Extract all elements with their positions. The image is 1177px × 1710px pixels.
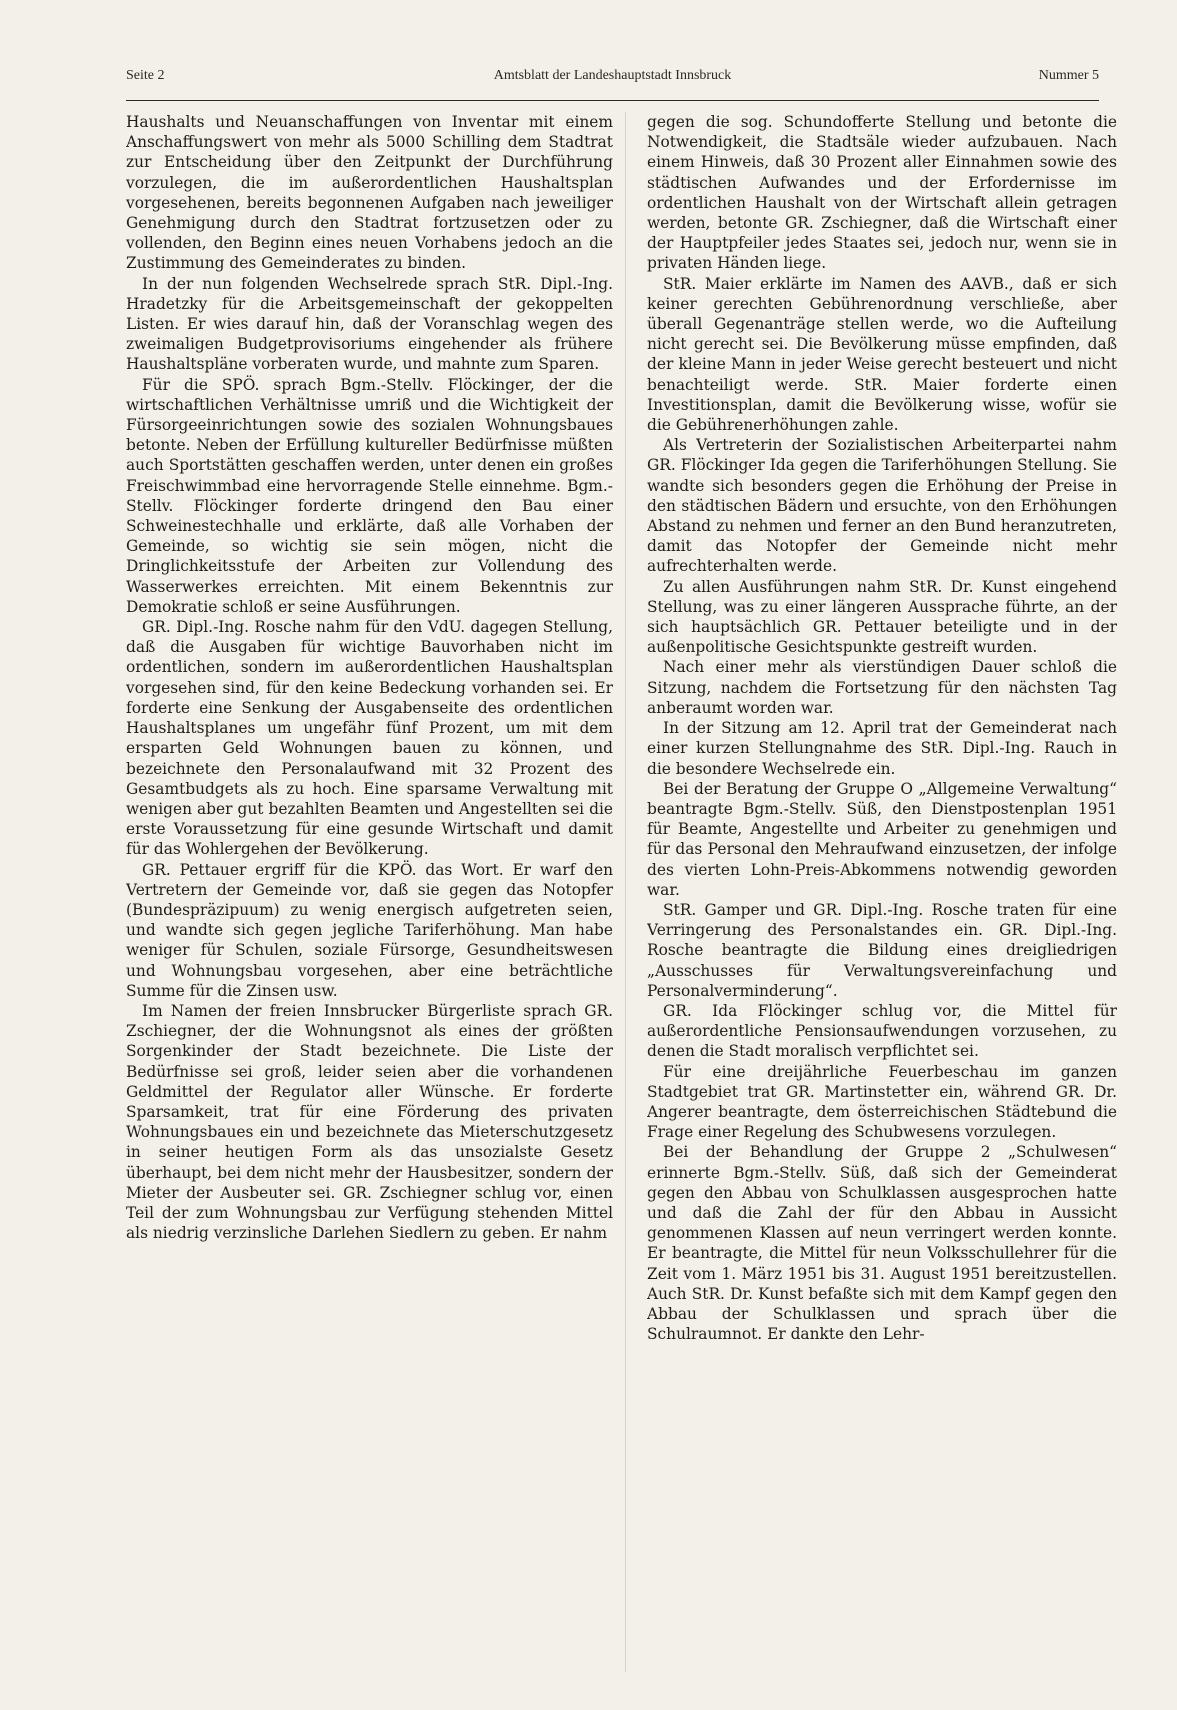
left-column — [126, 112, 613, 1672]
paragraph: In der nun folgenden Wechselrede sprach StR. Dipl.-Ing. Hradetzky für die Arbeitsgemeinschaft der gekoppelten Listen. Er wies darauf hin, daß der Voranschlag wegen des zweimaligen Budgetprovisoriums eingehender als frühere Haushaltspläne vorberaten wurde, und mahnte zum Sparen. — [126, 274, 613, 374]
page-number: Seite 2 — [126, 68, 165, 83]
paragraph: Als Vertreterin der Sozialistischen Arbeiterpartei nahm GR. Flöckinger Ida gegen die Tariferhöhungen Stellung. Sie wandte sich besonders gegen die Erhöhung der Preise in den städtischen Bädern und ersuchte, von den Erhöhungen Abstand zu nehmen und ferner an den Bund heranzutreten, damit das Notopfer der Gemeinde nicht mehr aufrechterhalten werde. — [647, 436, 1117, 576]
paragraph: Für eine dreijährliche Feuerbeschau im ganzen Stadtgebiet trat GR. Martinstetter ein, während GR. Dr. Angerer beantragte, dem österreichischen Städtebund die Frage einer Regelung des Schubwesens vorzulegen. — [647, 1062, 1117, 1142]
paragraph: gegen die sog. Schundofferte Stellung und betonte die Notwendigkeit, die Stadtsäle wieder aufzubauen. Nach einem Hinweis, daß 30 Prozent aller Einnahmen sowie des städtischen Aufwandes und der Erfordernisse im ordentlichen Haushalt von der Wirtschaft allein getragen werden, betonte GR. Zschiegner, daß die Wirtschaft einer der Hauptpfeiler jedes Staates sei, jedoch nur, wenn sie in privaten Händen liege. — [647, 113, 1117, 273]
paragraph: StR. Maier erklärte im Namen des AAVB., daß er sich keiner gerechten Gebührenordnung verschließe, aber überall Gegenanträge stellen werde, wo die Aufteilung nicht gerecht sei. Die Bevölkerung müsse empfinden, daß der kleine Mann in jeder Weise gerecht besteuert und nicht benachteiligt werde. StR. Maier forderte einen Investitionsplan, damit die Bevölkerung wisse, wofür sie die Gebührenerhöhungen zahle. — [647, 274, 1117, 435]
right-column — [647, 112, 1117, 1672]
paragraph: Nach einer mehr als vierstündigen Dauer schloß die Sitzung, nachdem die Fortsetzung für den nächsten Tag anberaumt worden war. — [647, 658, 1117, 717]
paragraph: Im Namen der freien Innsbrucker Bürgerliste sprach GR. Zschiegner, der die Wohnungsnot als eines der größten Sorgenkinder der Stadt bezeichnete. Die Liste der Bedürfnisse sei groß, leider seien aber die vorhandenen Geldmittel der Regulator aller Wünsche. Er forderte Sparsamkeit, trat für eine Förderung des privaten Wohnungsbaues ein und bezeichnete das Mieterschutzgesetz in seiner heutigen Form als das unsozialste Gesetz überhaupt, bei dem nicht mehr der Hausbesitzer, sondern der Mieter der Ausbeuter sei. GR. Zschiegner schlug vor, einen Teil der zum Wohnungsbau zur Verfügung stehenden Mittel als niedrig verzinsliche Darlehen Siedlern zu geben. Er nahm — [126, 1001, 613, 1243]
paragraph: Haushalts und Neuanschaffungen von Inventar mit einem Anschaffungswert von mehr als 5000 Schilling dem Stadtrat zur Entscheidung über den Zeitpunkt der Durchführung vorzulegen, die im außerordentlichen Haushaltsplan vorgesehenen, bereits begonnenen Aufgaben nach jeweiliger Genehmigung durch den Stadtrat fortzusetzen oder zu vollenden, den Beginn eines neuen Vorhabens jedoch an die Zustimmung des Gemeinderates zu binden. — [126, 113, 613, 273]
paragraph: In der Sitzung am 12. April trat der Gemeinderat nach einer kurzen Stellungnahme des StR. Dipl.-Ing. Rauch in die besondere Wechselrede ein. — [647, 719, 1117, 778]
issue-number: Nummer 5 — [1038, 68, 1099, 83]
paragraph: Bei der Behandlung der Gruppe 2 „Schulwesen“ erinnerte Bgm.-Stellv. Süß, daß sich der Gemeinderat gegen den Abbau von Schulklassen ausgesprochen hatte und daß die Zahl der für den Abbau in Aussicht genommenen Klassen auf neun verringert werden konnte. Er beantragte, die Mittel für neun Volksschullehrer für die Zeit vom 1. März 1951 bis 31. August 1951 bereitzustellen. Auch StR. Dr. Kunst befaßte sich mit dem Kampf gegen den Abbau der Schulklassen und sprach über die Schulraumnot. Er dankte den Lehr- — [647, 1143, 1117, 1344]
publication-title: Amtsblatt der Landeshauptstadt Innsbruck — [493, 68, 732, 83]
paragraph: GR. Dipl.-Ing. Rosche nahm für den VdU. dagegen Stellung, daß die Ausgaben für wichtige Bauvorhaben nicht im ordentlichen, sondern im außerordentlichen Haushaltsplan vorgesehen sind, für den keine Bedeckung vorhanden sei. Er forderte eine Senkung der Ausgabenseite des ordentlichen Haushaltsplanes um ungefähr fünf Prozent, um mit dem ersparten Geld Wohnungen bauen zu können, und bezeichnete den Personalaufwand mit 32 Prozent des Gesamtbudgets als zu hoch. Eine sparsame Verwaltung mit wenigen aber gut bezahlten Beamten und Angestellten sei die erste Voraussetzung für eine gesunde Wirtschaft und damit für das Wohlergehen der Bevölkerung. — [126, 618, 613, 859]
page-header — [126, 68, 1099, 94]
paragraph: StR. Gamper und GR. Dipl.-Ing. Rosche traten für eine Verringerung des Personalstandes ein. GR. Dipl.-Ing. Rosche beantragte die Bildung eines dreigliedrigen „Ausschusses für Verwaltungsvereinfachung und Personalverminderung“. — [647, 900, 1117, 1000]
paragraph: GR. Ida Flöckinger schlug vor, die Mittel für außerordentliche Pensionsaufwendungen vorzusehen, zu denen die Stadt moralisch verpflichtet sei. — [647, 1001, 1117, 1061]
paragraph: GR. Pettauer ergriff für die KPÖ. das Wort. Er warf den Vertretern der Gemeinde vor, daß sie gegen das Notopfer (Bundespräzipuum) zu wenig energisch aufgetreten seien, und wandte sich gegen jegliche Tariferhöhung. Man habe weniger für Schulen, soziale Fürsorge, Gesundheitswesen und Wohnungsbau vorgesehen, aber eine beträchtliche Summe für die Zinsen usw. — [126, 860, 613, 1000]
header-rule — [126, 100, 1099, 101]
paragraph: Bei der Beratung der Gruppe O „Allgemeine Verwaltung“ beantragte Bgm.-Stellv. Süß, den Dienstpostenplan 1951 für Beamte, Angestellte und Arbeiter zu genehmigen und für das Personal den Mehraufwand einzusetzen, der infolge des vierten Lohn-Preis-Abkommens notwendig geworden war. — [647, 779, 1117, 899]
paragraph: Für die SPÖ. sprach Bgm.-Stellv. Flöckinger, der die wirtschaftlichen Verhältnisse umriß und die Wichtigkeit der Fürsorgeeinrichtungen sowie des sozialen Wohnungsbaues betonte. Neben der Erfüllung kultureller Bedürfnisse müßten auch Sportstätten geschaffen werden, unter denen ein großes Freischwimmbad eine hervorragende Stelle einnehme. Bgm.-Stellv. Flöckinger forderte dringend den Bau einer Schweinestechhalle und erklärte, daß alle Vorhaben der Gemeinde, so wichtig sie sein mögen, nicht die Dringlichkeitsstufe der Arbeiten zur Vollendung des Wasserwerkes erreichten. Mit einem Bekenntnis zur Demokratie schloß er seine Ausführungen. — [126, 375, 613, 616]
column-divider — [625, 112, 626, 1672]
paragraph: Zu allen Ausführungen nahm StR. Dr. Kunst eingehend Stellung, was zu einer längeren Aussprache führte, an der sich hauptsächlich GR. Pettauer beteiligte und in der außenpolitische Gesichtspunkte gestreift wurden. — [647, 577, 1117, 657]
